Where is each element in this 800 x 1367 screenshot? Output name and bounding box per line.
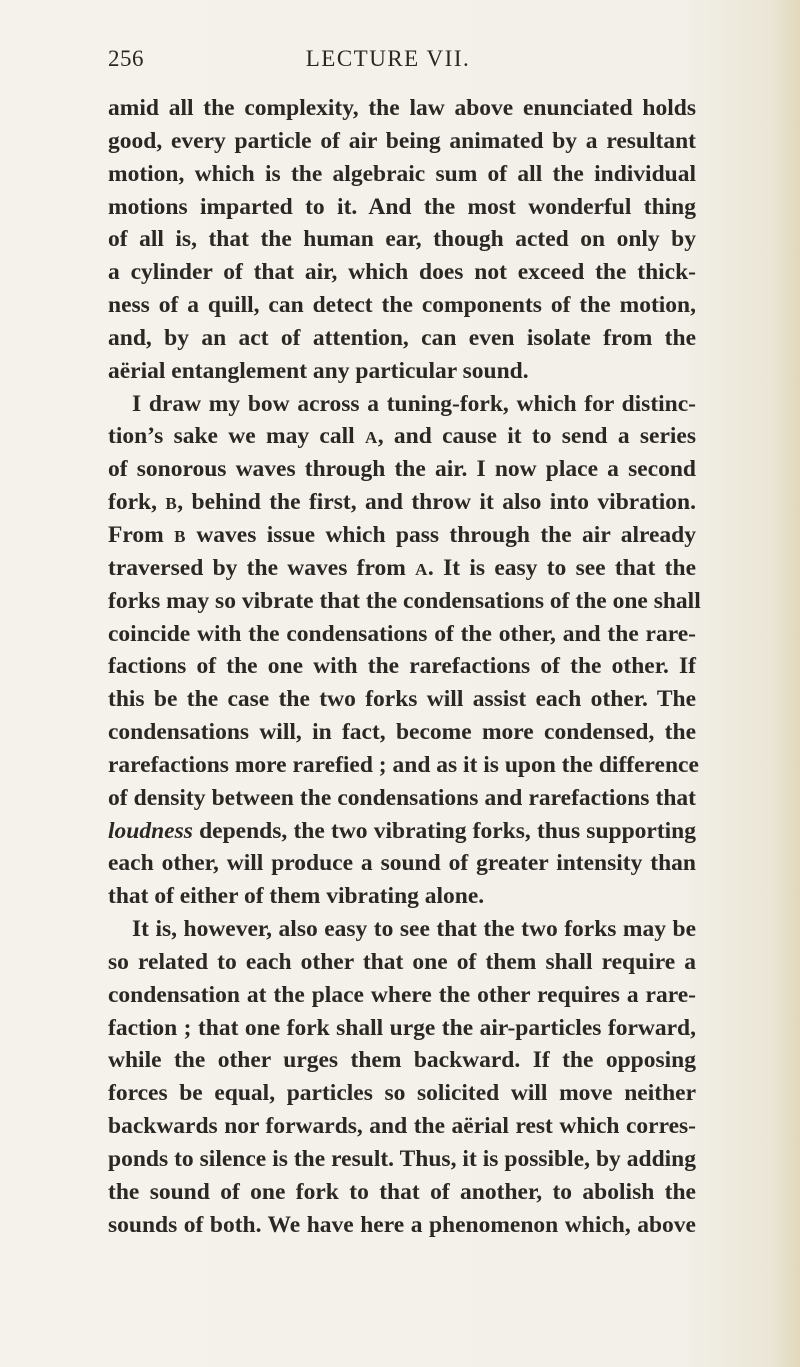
text-line [108, 815, 696, 848]
text-span: waves issue which pass through the air already [196, 521, 697, 548]
text-line: amid all the complexity, the law above enunciated holds [108, 95, 696, 121]
text-line [108, 486, 696, 519]
text-line: condensations will, in fact, become more condensed, the [108, 719, 696, 746]
text-line: forces be equal, particles so solicited will move neither [108, 1080, 696, 1107]
text-line: the sound of one fork to that of another, to abolish the [108, 1178, 696, 1205]
text-line: of all is, that the human ear, though acted on only by [108, 226, 696, 253]
text-span: depends, the two vibrating forks, thus supporting [199, 817, 697, 844]
text-line: while the other urges them backward. If the opposing [108, 1047, 696, 1074]
text-line: motions imparted to it. And the most wonderful thing [108, 193, 696, 220]
text-line: It is, however, also easy to see that the two forks may be [132, 916, 696, 943]
text-span: From [108, 521, 164, 548]
fork-label-b: B [165, 494, 178, 514]
page-header [108, 46, 668, 76]
text-line [108, 420, 696, 453]
text-line: this be the case the two forks will assist each other. The [108, 686, 696, 713]
text-span: , behind the first, and throw it also into vibration. [177, 489, 696, 516]
text-line: of sonorous waves through the air. I now place a second [108, 456, 696, 483]
text-line: each other, will produce a sound of greater intensity than [108, 850, 696, 877]
text-line: and, by an act of attention, can even isolate from the [108, 324, 696, 351]
text-line [108, 519, 696, 552]
text-line: ponds to silence is the result. Thus, it is possible, by adding [108, 1146, 696, 1172]
page-edge-discoloration [778, 0, 800, 1367]
text-line [108, 552, 696, 585]
text-line: so related to each other that one of them shall require a [108, 948, 696, 975]
body-text [108, 92, 701, 1242]
text-line: of density between the condensations and rarefactions that [108, 784, 696, 811]
text-span: . It is easy to see that the [427, 554, 697, 581]
text-line: forks may so vibrate that the condensations of the one shall [108, 587, 701, 614]
fork-label-a: A [415, 559, 428, 579]
text-line: condensation at the place where the other requires a rare- [108, 981, 696, 1008]
text-span: tion’s sake we may call [108, 423, 355, 450]
text-span: traversed by the waves from [108, 554, 406, 581]
fork-label-a: A [364, 428, 378, 448]
text-span: fork, [108, 489, 157, 516]
text-line: ness of a quill, can detect the components of the motion, [108, 292, 696, 319]
text-line: rarefactions more rarefied ; and as it is upon the difference [108, 751, 699, 778]
text-line: motion, which is the algebraic sum of all the individual [108, 160, 696, 187]
text-line: that of either of them vibrating alone. [108, 883, 485, 910]
text-span: , and cause it to send a series [377, 423, 696, 450]
text-line: coincide with the condensations of the other, and the rare- [108, 620, 696, 647]
running-head: LECTURE VII. [305, 46, 471, 71]
text-line: I draw my bow across a tuning-fork, which for distinc- [132, 390, 696, 417]
text-line: good, every particle of air being animated by a resultant [108, 127, 696, 154]
italic-term: loudness [108, 817, 193, 844]
page-number: 256 [108, 46, 144, 71]
text-line: sounds of both. We have here a phenomenon which, above [108, 1211, 696, 1238]
fork-label-b: B [174, 526, 186, 546]
text-line: factions of the one with the rarefactions of the other. If [108, 653, 696, 680]
text-line: faction ; that one fork shall urge the air-particles forward, [108, 1014, 696, 1041]
text-line: backwards nor forwards, and the aërial rest which corres- [108, 1113, 696, 1140]
text-line: aërial entanglement any particular sound. [108, 357, 529, 384]
text-line: a cylinder of that air, which does not exceed the thick- [108, 259, 696, 286]
